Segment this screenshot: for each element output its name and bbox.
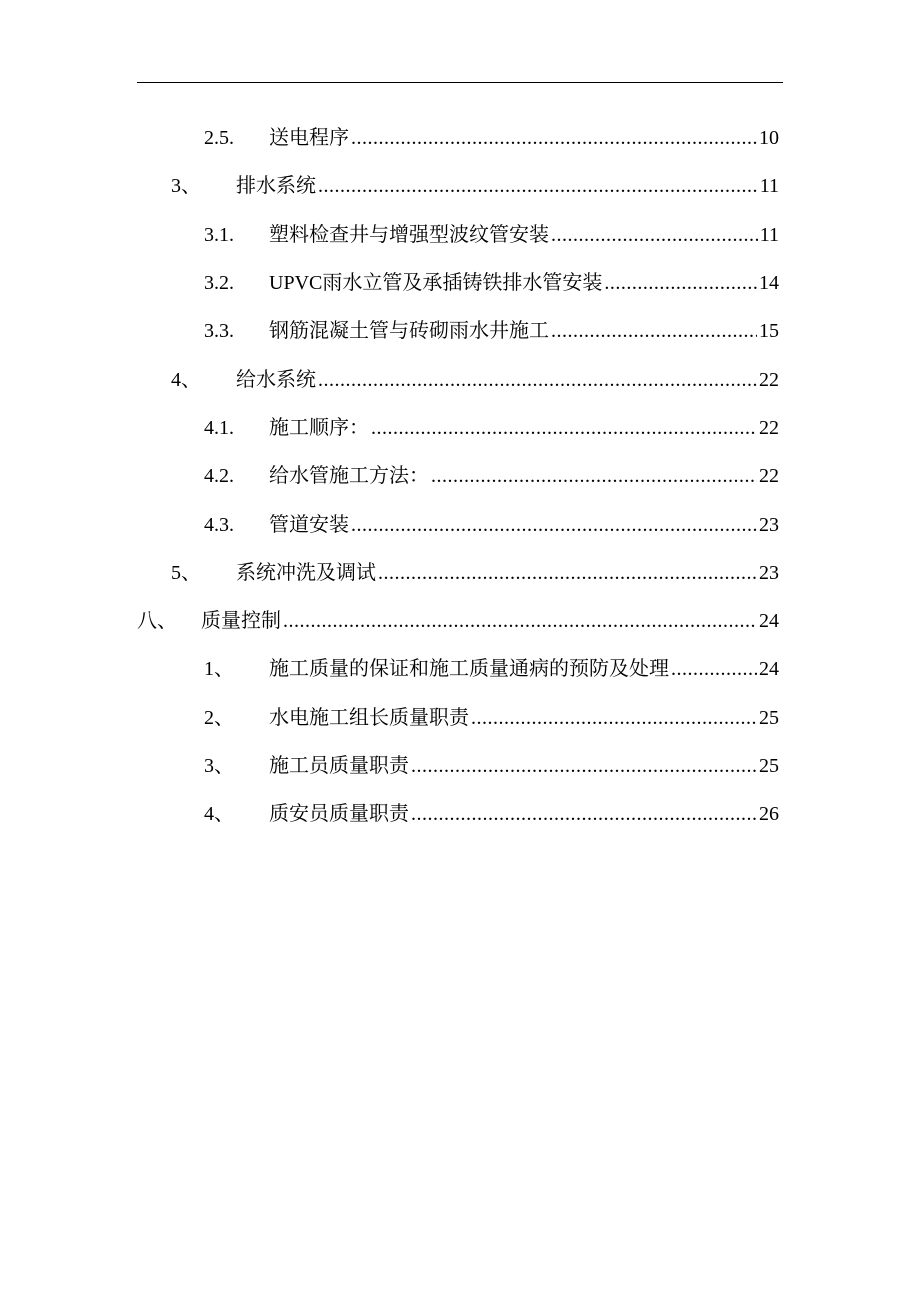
- toc-entry-page: 22: [759, 416, 779, 439]
- toc-entry-title: 水电施工组长质量职责: [269, 706, 469, 729]
- toc-entry[interactable]: [0, 742, 920, 790]
- toc-entry-title: 排水系统: [236, 175, 316, 198]
- toc-entry-number: 4.3.: [204, 513, 234, 536]
- toc-entry-page: 26: [759, 803, 779, 826]
- toc-entry[interactable]: [0, 694, 920, 742]
- toc-entry-number: 1、: [204, 658, 234, 681]
- toc-entry[interactable]: [0, 259, 920, 307]
- toc-entry-number: 3.1.: [204, 223, 234, 246]
- toc-dot-leader: [551, 225, 758, 245]
- toc-dot-leader: [671, 659, 757, 679]
- toc-entry-page: 25: [759, 706, 779, 729]
- toc-entry-page: 23: [759, 561, 779, 584]
- toc-entry[interactable]: [0, 452, 920, 500]
- toc-dot-leader: [471, 708, 757, 728]
- toc-entry[interactable]: [0, 500, 920, 548]
- toc-entry[interactable]: [0, 404, 920, 452]
- toc-dot-leader: [551, 321, 757, 341]
- toc-entry[interactable]: [0, 114, 920, 162]
- toc-entry-title: 塑料检查井与增强型波纹管安装: [269, 223, 549, 246]
- table-of-contents: [0, 114, 920, 838]
- toc-entry-number: 4.1.: [204, 416, 234, 439]
- toc-entry-page: 23: [759, 513, 779, 536]
- toc-entry-title: 质量控制: [201, 610, 281, 633]
- toc-entry-title: 施工质量的保证和施工质量通病的预防及处理: [269, 658, 669, 681]
- toc-entry-number: 2.5.: [204, 127, 234, 150]
- toc-entry-page: 24: [759, 610, 779, 633]
- toc-dot-leader: [411, 804, 757, 824]
- toc-dot-leader: [283, 611, 757, 631]
- toc-entry-title: UPVC雨水立管及承插铸铁排水管安装: [269, 272, 603, 295]
- toc-entry-number: 3.2.: [204, 272, 234, 295]
- toc-dot-leader: [351, 515, 757, 535]
- toc-entry-page: 11: [759, 175, 779, 198]
- toc-entry[interactable]: [0, 597, 920, 645]
- toc-entry-number: 3.3.: [204, 320, 234, 343]
- toc-dot-leader: [318, 176, 758, 196]
- toc-dot-leader: [411, 756, 757, 776]
- toc-entry[interactable]: [0, 549, 920, 597]
- toc-entry[interactable]: [0, 790, 920, 838]
- toc-entry-title: 施工员质量职责: [269, 755, 409, 777]
- toc-entry-number: 3、: [204, 755, 234, 777]
- toc-dot-leader: [318, 370, 757, 390]
- toc-entry-title: 质安员质量职责: [269, 803, 409, 826]
- toc-entry[interactable]: [0, 355, 920, 403]
- toc-entry-title: 管道安装: [269, 513, 349, 536]
- toc-entry-page: 24: [759, 658, 779, 681]
- toc-entry-number: 2、: [204, 706, 234, 729]
- toc-entry-number: 3、: [171, 175, 201, 198]
- toc-entry-page: 25: [759, 755, 779, 777]
- toc-dot-leader: [604, 273, 757, 293]
- toc-entry-title: 送电程序: [269, 127, 349, 150]
- toc-entry-number: 5、: [171, 561, 201, 584]
- toc-entry-title: 给水系统: [236, 368, 316, 391]
- toc-entry-number: 4、: [204, 803, 234, 826]
- toc-entry-title: 系统冲洗及调试: [236, 561, 376, 584]
- toc-entry-title: 施工顺序：: [269, 416, 369, 439]
- toc-entry-number: 4.2.: [204, 465, 234, 488]
- toc-entry-number: 4、: [171, 368, 201, 391]
- toc-dot-leader: [351, 128, 757, 148]
- toc-entry[interactable]: [0, 645, 920, 693]
- toc-entry[interactable]: [0, 162, 920, 210]
- toc-entry-page: 11: [759, 223, 779, 246]
- toc-dot-leader: [378, 563, 757, 583]
- toc-entry-page: 15: [759, 320, 779, 343]
- toc-entry-page: 22: [759, 368, 779, 391]
- toc-entry[interactable]: [0, 211, 920, 259]
- toc-entry-page: 22: [759, 465, 779, 488]
- toc-dot-leader: [431, 466, 757, 486]
- toc-entry[interactable]: [0, 307, 920, 355]
- toc-dot-leader: [371, 418, 757, 438]
- toc-entry-page: 10: [759, 127, 779, 150]
- toc-entry-title: 给水管施工方法：: [269, 465, 429, 488]
- toc-entry-title: 钢筋混凝土管与砖砌雨水井施工: [269, 320, 549, 343]
- toc-entry-number: 八、: [137, 610, 177, 633]
- header-rule: [137, 82, 783, 83]
- toc-entry-page: 14: [759, 272, 779, 295]
